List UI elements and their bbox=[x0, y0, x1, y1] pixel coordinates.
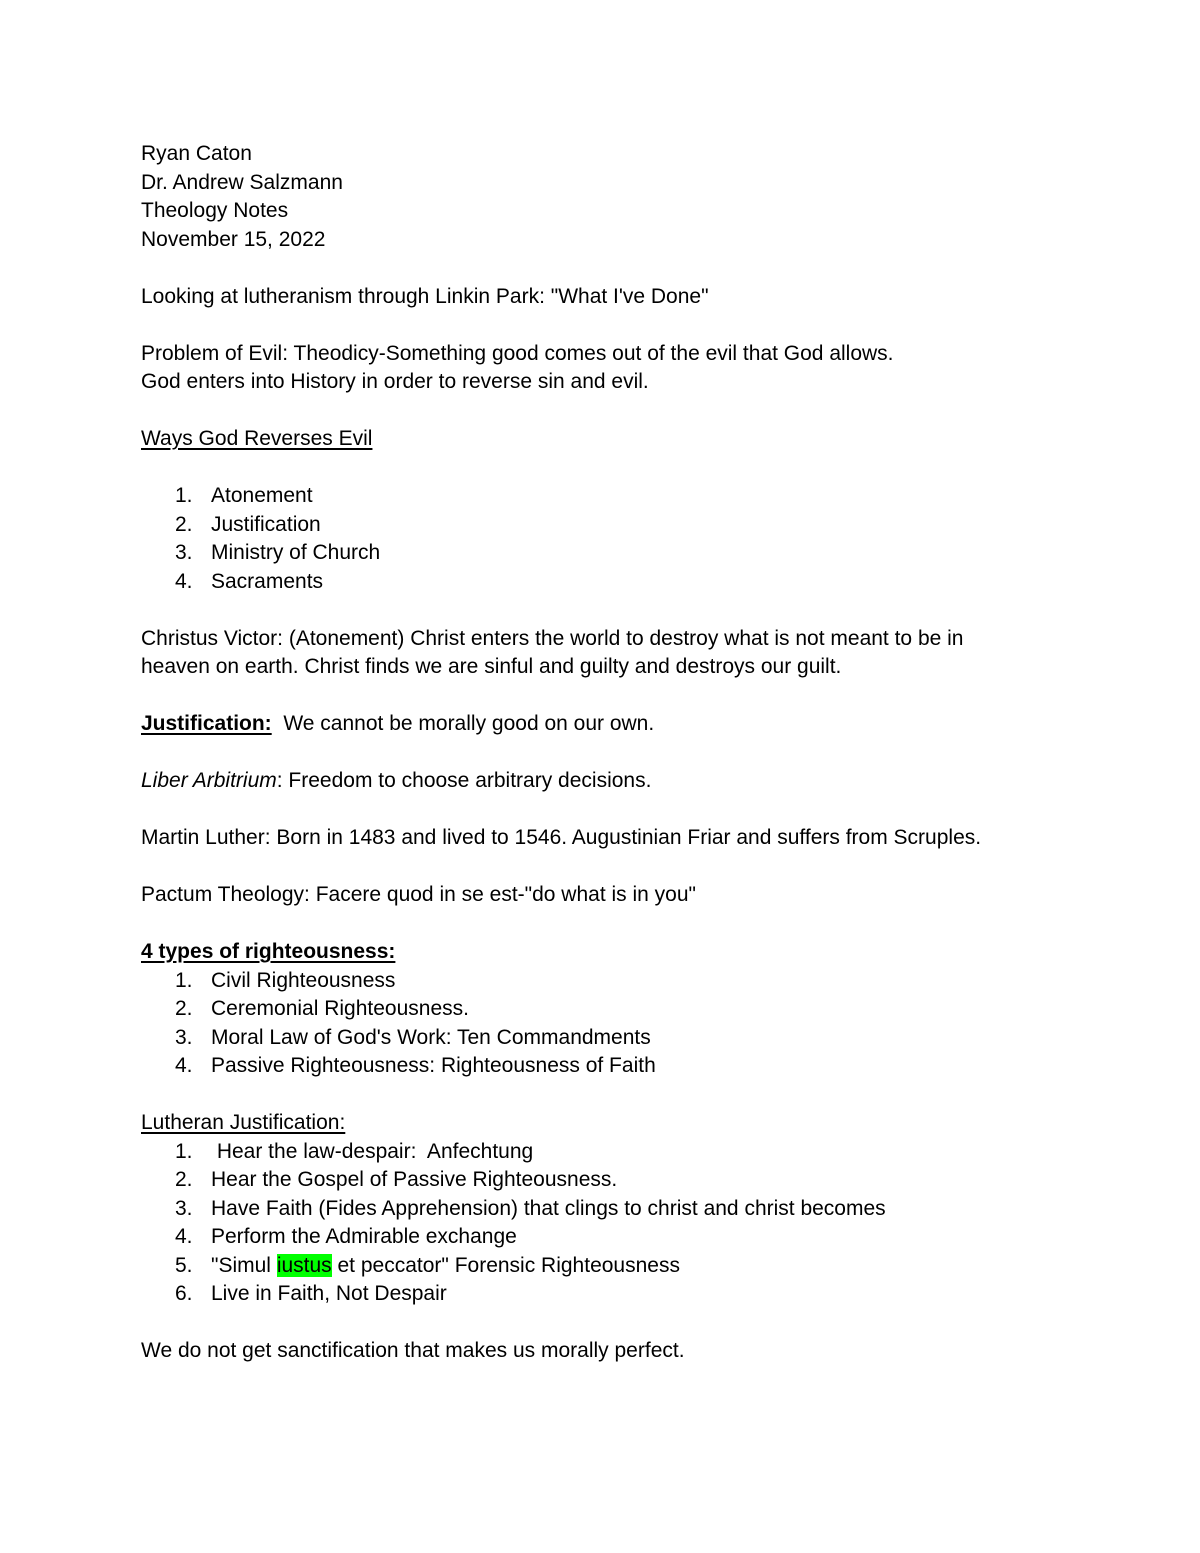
pactum-line: Pactum Theology: Facere quod in se est-"do what is in you" bbox=[141, 883, 696, 906]
liber-text: : Freedom to choose arbitrary decisions. bbox=[276, 769, 652, 792]
justification-text: We cannot be morally good on our own. bbox=[271, 712, 655, 735]
list-item: 4. Sacraments bbox=[175, 569, 324, 593]
list-item: 3. Ministry of Church bbox=[175, 541, 381, 564]
instructor-name: Dr. Andrew Salzmann bbox=[141, 170, 343, 194]
list-item: 1. Hear the law-despair: Anfechtung bbox=[175, 1139, 534, 1163]
liber-paragraph bbox=[141, 767, 1041, 796]
lutheran-heading: Lutheran Justification: bbox=[141, 1111, 346, 1134]
luther-line: Martin Luther: Born in 1483 and lived to 1546. Augustinian Friar and suffers from Scruples. bbox=[141, 826, 982, 849]
list-item: 4. Perform the Admirable exchange bbox=[175, 1225, 517, 1248]
closing-line: We do not get sanctification that makes us morally perfect. bbox=[141, 1339, 685, 1362]
justification-label: Justification: bbox=[141, 712, 272, 735]
ways-heading: Ways God Reverses Evil bbox=[141, 427, 373, 450]
list-item: 5. "Simul iustus et peccator" Forensic Righteousness bbox=[175, 1253, 680, 1277]
lutheran-list bbox=[141, 1138, 1041, 1309]
christus-victor-line-1: Christus Victor: (Atonement) Christ enters the world to destroy what is not meant to be in bbox=[141, 626, 964, 650]
list-item: 3. Have Faith (Fides Apprehension) that clings to christ and christ becomes bbox=[175, 1196, 886, 1220]
highlighted-word: iustus bbox=[276, 1253, 332, 1277]
righteousness-heading: 4 types of righteousness: bbox=[141, 940, 396, 963]
list-item: 3. Moral Law of God's Work: Ten Commandments bbox=[175, 1025, 651, 1049]
problem-of-evil-line-1: Problem of Evil: Theodicy-Something good comes out of the evil that God allows. bbox=[141, 341, 894, 365]
list-item: 4. Passive Righteousness: Righteousness of Faith bbox=[175, 1054, 656, 1077]
righteousness-list bbox=[141, 967, 1041, 1081]
document-body bbox=[141, 140, 1041, 1366]
ways-list bbox=[141, 482, 1041, 596]
intro-line: Looking at lutheranism through Linkin Park: "What I've Done" bbox=[141, 284, 709, 308]
problem-of-evil-line-2: God enters into History in order to reverse sin and evil. bbox=[141, 370, 649, 393]
author-name: Ryan Caton bbox=[141, 142, 252, 165]
list-item: 2. Justification bbox=[175, 512, 321, 536]
list-item: 2. Ceremonial Righteousness. bbox=[175, 997, 469, 1020]
justification-paragraph bbox=[141, 710, 1041, 739]
list-item: 2. Hear the Gospel of Passive Righteousness. bbox=[175, 1168, 618, 1191]
course-title: Theology Notes bbox=[141, 199, 289, 222]
christus-victor-line-2: heaven on earth. Christ finds we are sinful and guilty and destroys our guilt. bbox=[141, 655, 842, 678]
list-item: 1. Civil Righteousness bbox=[175, 968, 396, 992]
document-date: November 15, 2022 bbox=[141, 227, 326, 251]
list-item: 6. Live in Faith, Not Despair bbox=[175, 1282, 447, 1305]
liber-term: Liber Arbitrium bbox=[141, 769, 277, 792]
list-item: 1. Atonement bbox=[175, 484, 313, 507]
